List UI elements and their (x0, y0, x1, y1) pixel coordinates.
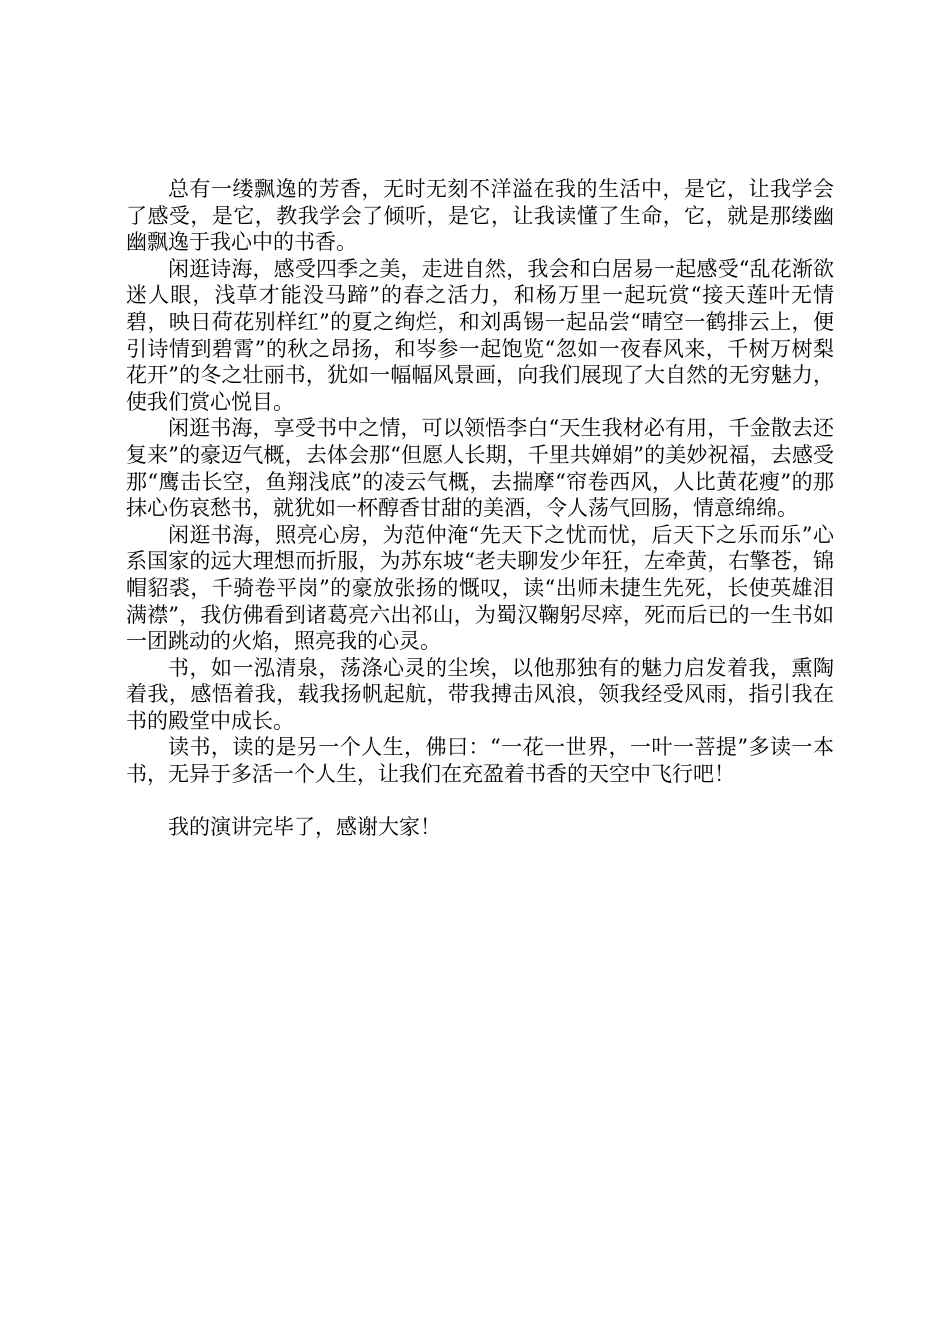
paragraph-3: 闲逛书海，享受书中之情，可以领悟李白“天生我材必有用，千金散去还复来”的豪迈气概，去体会那“但愿人长期，千里共婵娟”的美妙祝福，去感受那“鹰击长空，鱼翔浅底”的凌云气概，去揣摩“帘卷西风，人比黄花瘦”的那抹心伤哀愁书，就犹如一杯醇香甘甜的美酒，令人荡气回肠，情意绵绵。 (126, 416, 834, 521)
blank-line (126, 788, 834, 815)
speech-body (126, 176, 834, 841)
paragraph-5: 书，如一泓清泉，荡涤心灵的尘埃，以他那独有的魅力启发着我，熏陶着我，感悟着我，载我扬帆起航，带我搏击风浪，领我经受风雨，指引我在书的殿堂中成长。 (126, 655, 834, 733)
paragraph-4: 闲逛书海，照亮心房，为范仲淹“先天下之忧而忧，后天下之乐而乐”心系国家的远大理想而折服，为苏东坡“老夫聊发少年狂，左牵黄，右擎苍，锦帽貂裘，千骑卷平岗”的豪放张扬的慨叹，读“出师未捷生先死，长使英雄泪满襟”，我仿佛看到诸葛亮六出祁山，为蜀汉鞠躬尽瘁，死而后已的一生书如一团跳动的火焰，照亮我的心灵。 (126, 522, 834, 654)
paragraph-6: 读书，读的是另一个人生，佛曰：“一花一世界，一叶一菩提”多读一本书，无异于多活一个人生，让我们在充盈着书香的天空中飞行吧！ (126, 735, 834, 787)
paragraph-2: 闲逛诗海，感受四季之美，走进自然，我会和白居易一起感受“乱花渐欲迷人眼，浅草才能没马蹄”的春之活力，和杨万里一起玩赏“接天莲叶无情碧，映日荷花别样红”的夏之绚烂，和刘禹锡一起品尝“晴空一鹤排云上，便引诗情到碧霄”的秋之昂扬，和岑参一起饱览“忽如一夜春风来，千树万树梨花开”的冬之壮丽书，犹如一幅幅风景画，向我们展现了大自然的无穷魅力，使我们赏心悦目。 (126, 256, 834, 414)
paragraph-1: 总有一缕飘逸的芳香，无时无刻不洋溢在我的生活中，是它，让我学会了感受，是它，教我学会了倾听，是它，让我读懂了生命，它，就是那缕幽幽飘逸于我心中的书香。 (126, 177, 834, 255)
closing-line: 我的演讲完毕了，感谢大家！ (168, 815, 441, 840)
